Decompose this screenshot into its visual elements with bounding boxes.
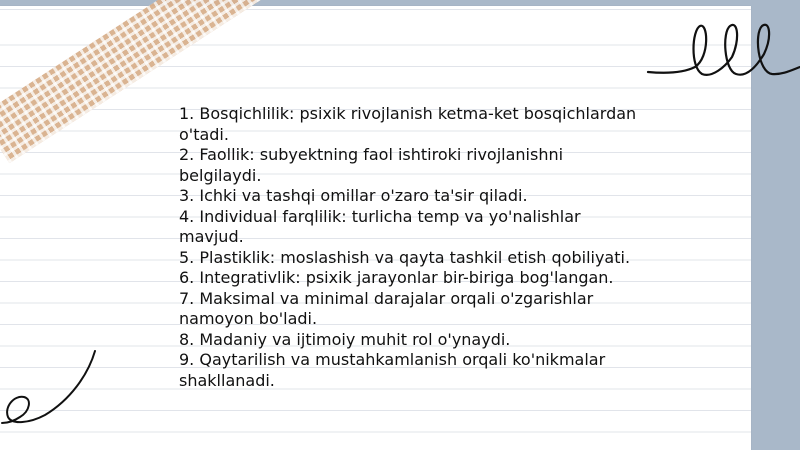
list-item: 4. Individual farqlilik: turlicha temp va yo'nalishlar mavjud. <box>179 206 581 246</box>
list-item: 3. Ichki va tashqi omillar o'zaro ta'sir qiladi. <box>179 186 528 205</box>
list-item: 1. Bosqichlilik: psixik rivojlanish ketma-ket bosqichlardan o'tadi. <box>179 104 637 144</box>
loop-doodle-bottom-left <box>0 345 110 430</box>
principles-list <box>179 104 649 391</box>
list-item: 5. Plastiklik: moslashish va qayta tashkil etish qobiliyati. <box>179 247 631 267</box>
list-item: 9. Qaytarilish va mustahkamlanish orqali ko'nikmalar shakllanadi. <box>179 350 606 390</box>
list-item: 7. Maksimal va minimal darajalar orqali o'zgarishlar namoyon bo'ladi. <box>179 288 594 328</box>
loop-doodle-top-right <box>640 12 800 82</box>
list-item: 2. Faollik: subyektning faol ishtiroki rivojlanishni belgilaydi. <box>179 145 564 185</box>
list-item: 6. Integrativlik: psixik jarayonlar bir-biriga bog'langan. <box>179 268 614 287</box>
list-item: 8. Madaniy va ijtimoiy muhit rol o'ynaydi. <box>179 329 511 349</box>
